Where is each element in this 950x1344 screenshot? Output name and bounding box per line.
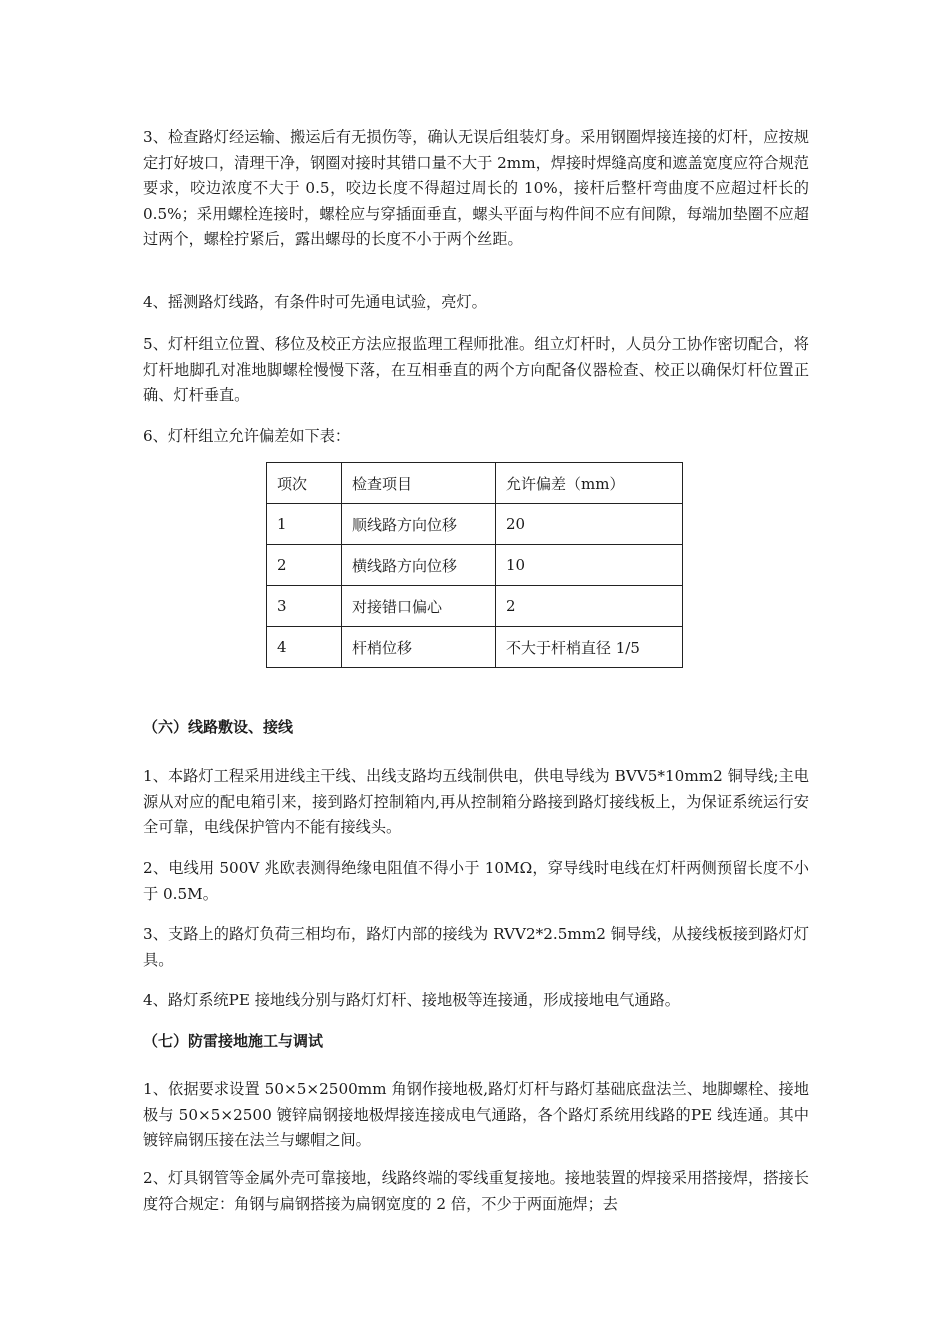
table-header-row	[267, 463, 683, 504]
table-row	[267, 586, 683, 627]
table-row	[267, 627, 683, 668]
section6-paragraph-2: 2、电线用 500V 兆欧表测得绝缘电阻值不得小于 10MΩ，穿导线时电线在灯杆两侧预留长度不小于 0.5M。	[143, 859, 809, 903]
table-row	[267, 545, 683, 586]
table-cell: 10	[496, 545, 683, 586]
table-cell: 3	[267, 586, 342, 627]
table-cell: 顺线路方向位移	[342, 504, 496, 545]
table-cell: 20	[496, 504, 683, 545]
paragraph-step-6: 6、灯杆组立允许偏差如下表：	[143, 427, 351, 445]
table-row	[267, 504, 683, 545]
section-heading-7: （七）防雷接地施工与调试	[143, 1032, 324, 1050]
table-cell: 杆梢位移	[342, 627, 496, 668]
section7-paragraph-1: 1、依据要求设置 50×5×2500mm 角钢作接地极,路灯灯杆与路灯基础底盘法兰、地脚螺栓、接地极与 50×5×2500 镀锌扁钢接地极焊接连接成电气通路，各个路灯系统用线路的PE 线连通。其中镀锌扁钢压接在法兰与螺帽之间。	[143, 1080, 809, 1150]
table-cell: 2	[496, 586, 683, 627]
table-cell: 不大于杆梢直径 1/5	[496, 627, 683, 668]
paragraph-step-3: 3、检查路灯经运输、搬运后有无损伤等，确认无误后组装灯身。采用钢圈焊接连接的灯杆，应按规定打好坡口，清理干净，钢圈对接时其错口量不大于 2mm，焊接时焊缝高度和遮盖宽度应符合规范要求，咬边浓度不大于 0.5，咬边长度不得超过周长的 10%，接杆后整杆弯曲度不应超过杆长的 0.5%；采用螺栓连接时，螺栓应与穿插面垂直，螺头平面与构件间不应有间隙，每端加垫圈不应超过两个，螺栓拧紧后，露出螺母的长度不小于两个丝距。	[143, 128, 809, 249]
table-header-cell: 项次	[267, 463, 342, 504]
section6-paragraph-3: 3、支路上的路灯负荷三相均布，路灯内部的接线为 RVV2*2.5mm2 铜导线，从接线板接到路灯灯具。	[143, 925, 809, 969]
table-header-cell: 允许偏差（mm）	[496, 463, 683, 504]
tolerance-table	[266, 462, 683, 668]
section6-paragraph-1: 1、本路灯工程采用进线主干线、出线支路均五线制供电，供电导线为 BVV5*10mm2 铜导线;主电源从对应的配电箱引来，接到路灯控制箱内,再从控制箱分路接到路灯接线板上，为保证系统运行安全可靠，电线保护管内不能有接线头。	[143, 767, 809, 837]
section6-paragraph-4: 4、路灯系统PE 接地线分别与路灯灯杆、接地极等连接通，形成接地电气通路。	[143, 991, 680, 1009]
paragraph-step-5: 5、灯杆组立位置、移位及校正方法应报监理工程师批准。组立灯杆时，人员分工协作密切配合，将灯杆地脚孔对准地脚螺栓慢慢下落，在互相垂直的两个方向配备仪器检查、校正以确保灯杆位置正确、灯杆垂直。	[143, 335, 809, 405]
section-heading-6: （六）线路敷设、接线	[143, 718, 294, 736]
table-header-cell: 检查项目	[342, 463, 496, 504]
table-cell: 2	[267, 545, 342, 586]
table-cell: 4	[267, 627, 342, 668]
section7-paragraph-2: 2、灯具钢管等金属外壳可靠接地，线路终端的零线重复接地。接地装置的焊接采用搭接焊，搭接长度符合规定：角钢与扁钢搭接为扁钢宽度的 2 倍，不少于两面施焊；去	[143, 1169, 809, 1213]
table-cell: 1	[267, 504, 342, 545]
table-cell: 对接错口偏心	[342, 586, 496, 627]
paragraph-step-4: 4、摇测路灯线路，有条件时可先通电试验，亮灯。	[143, 293, 487, 311]
table-cell: 横线路方向位移	[342, 545, 496, 586]
